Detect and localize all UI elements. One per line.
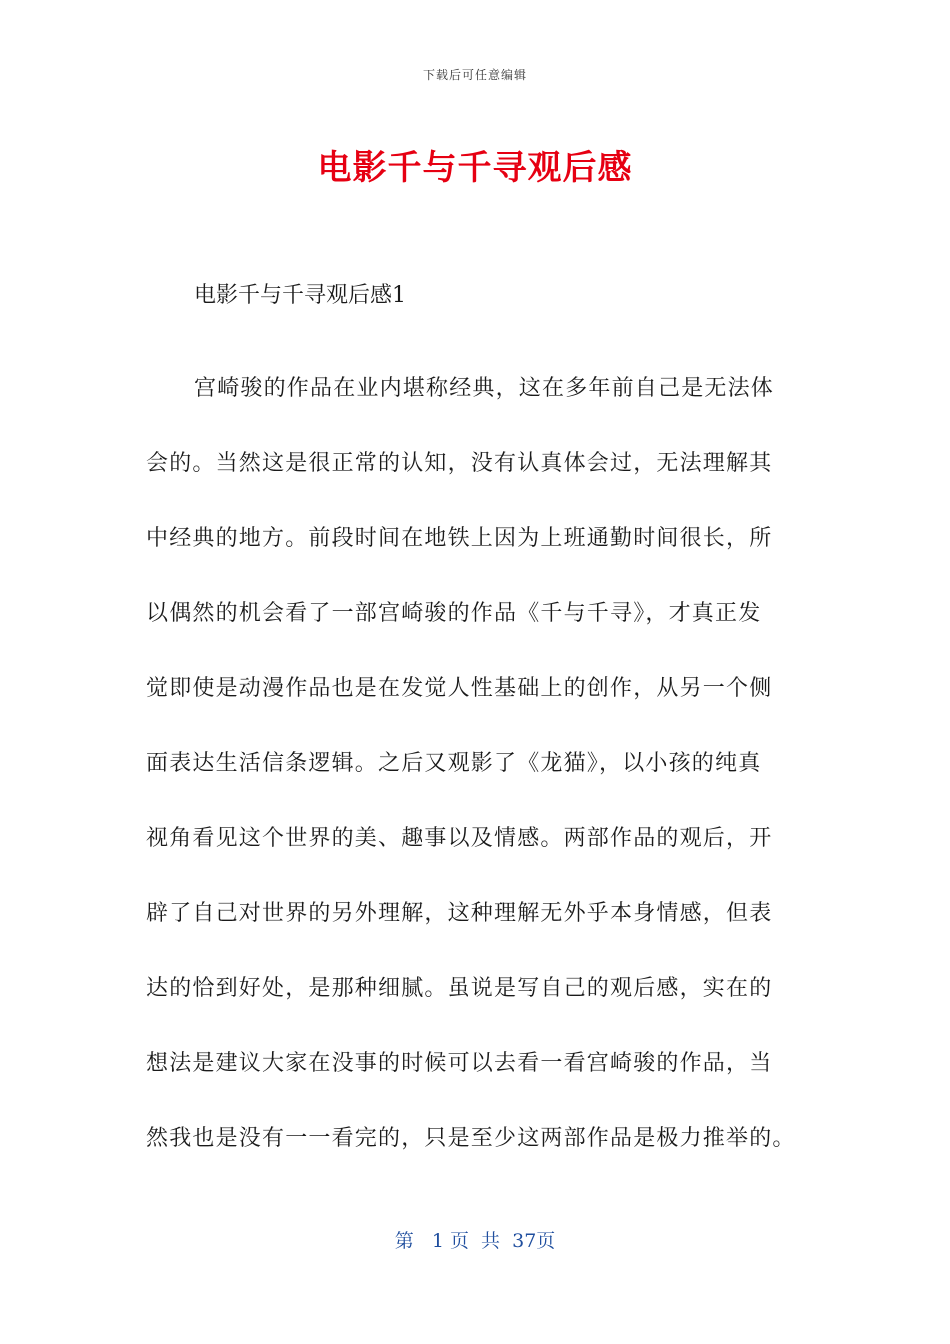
paragraph-line: 面表达生活信条逻辑。之后又观影了《龙猫》，以小孩的纯真: [146, 751, 762, 776]
document-title: 电影千与千寻观后感: [317, 148, 633, 188]
document-body: [146, 276, 796, 1176]
paragraph-line: 辟了自己对世界的另外理解，这种理解无外乎本身情感，但表: [146, 901, 773, 926]
paragraph-line: 视角看见这个世界的美、趣事以及情感。两部作品的观后，开: [146, 826, 773, 851]
paragraph: [146, 351, 796, 1176]
paragraph-line: 会的。当然这是很正常的认知，没有认真体会过，无法理解其: [146, 451, 773, 476]
page-number-footer: 第 1 页 共 37页: [394, 1230, 556, 1252]
section-heading: 电影千与千寻观后感1: [194, 283, 406, 308]
paragraph-line: 以偶然的机会看了一部宫崎骏的作品《千与千寻》，才真正发: [146, 601, 762, 626]
paragraph-line: 想法是建议大家在没事的时候可以去看一看宫崎骏的作品，当: [146, 1051, 773, 1076]
paragraph-line: 中经典的地方。前段时间在地铁上因为上班通勤时间很长，所: [146, 526, 773, 551]
header-note: 下载后可任意编辑: [422, 68, 527, 82]
paragraph-line: 宫崎骏的作品在业内堪称经典，这在多年前自己是无法体: [194, 376, 775, 401]
paragraph-line: 觉即使是动漫作品也是在发觉人性基础上的创作，从另一个侧: [146, 676, 773, 701]
paragraph-line: 达的恰到好处，是那种细腻。虽说是写自己的观后感，实在的: [146, 976, 773, 1001]
paragraph-line: 然我也是没有一一看完的，只是至少这两部作品是极力推举的。: [146, 1126, 796, 1151]
